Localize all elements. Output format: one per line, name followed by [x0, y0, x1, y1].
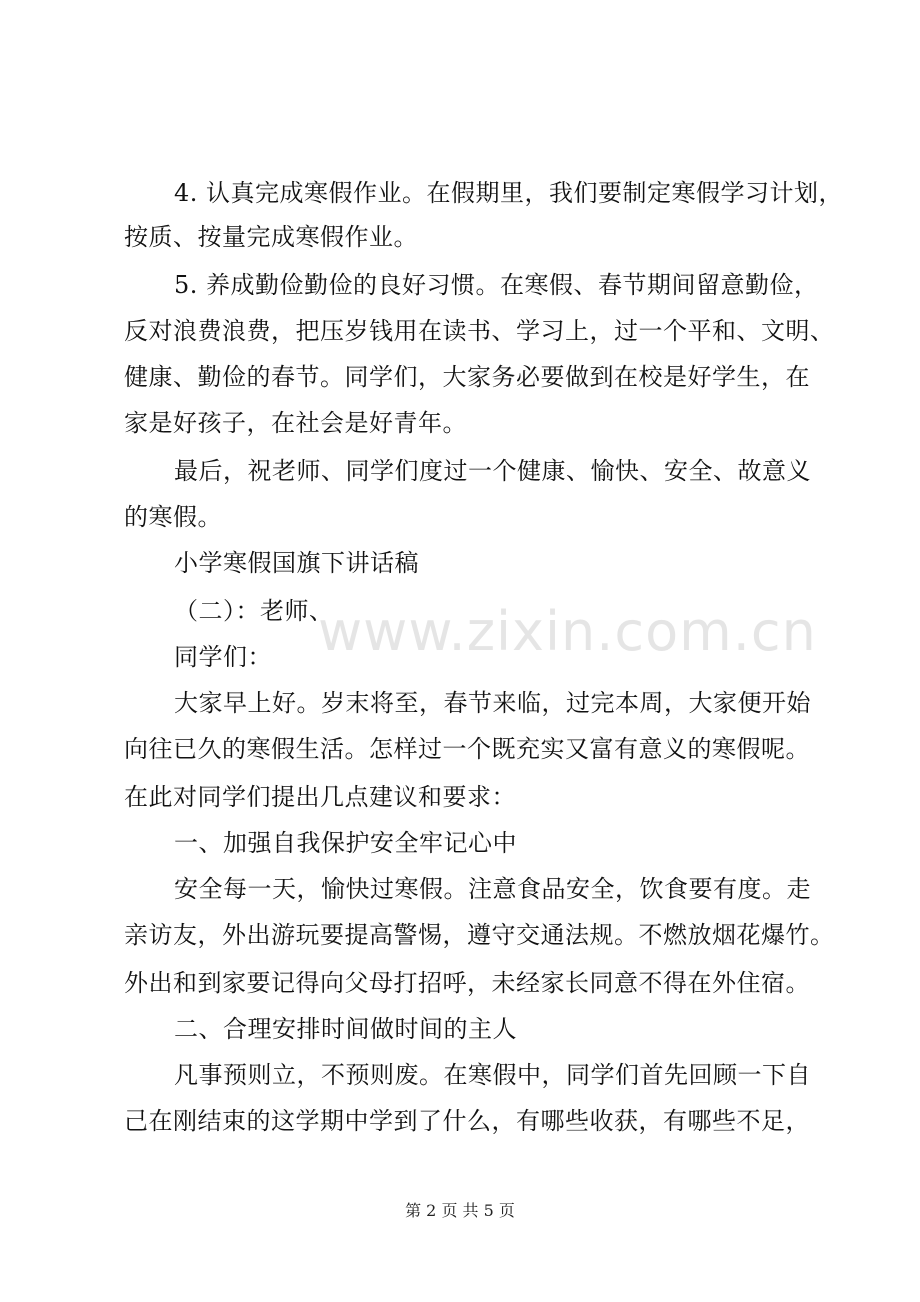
paragraph-line: 在此对同学们提出几点建议和要求：: [124, 783, 516, 811]
paragraph-line: 最后，祝老师、同学们度过一个健康、愉快、安全、故意义: [174, 457, 811, 485]
section-heading: 二、合理安排时间做时间的主人: [174, 1015, 517, 1043]
paragraph-line: 5. 养成勤俭勤俭的良好习惯。在寒假、春节期间留意勤俭，: [174, 271, 819, 299]
paragraph-line: 同学们：: [174, 643, 272, 671]
paragraph-line: （二）：老师、: [174, 597, 334, 625]
section-heading: 一、加强自我保护安全牢记心中: [174, 829, 517, 857]
paragraph-line: 家是好孩子，在社会是好青年。: [124, 409, 467, 437]
paragraph-line: 反对浪费浪费，把压岁钱用在读书、学习上，过一个平和、文明、: [124, 317, 835, 345]
paragraph-line: 的寒假。: [124, 503, 222, 531]
paragraph-line: 健康、勤俭的春节。同学们，大家务必要做到在校是好学生，在: [124, 363, 810, 391]
paragraph-line: 己在刚结束的这学期中学到了什么，有哪些收获，有哪些不足，: [124, 1107, 810, 1135]
paragraph-line: 按质、按量完成寒假作业。: [124, 223, 418, 251]
paragraph-line: 亲访友，外出游玩要提高警惕，遵守交通法规。不燃放烟花爆竹。: [124, 921, 835, 949]
paragraph-line: 向往已久的寒假生活。怎样过一个既充实又富有意义的寒假呢。: [124, 735, 810, 763]
page-footer: 第 2 页 共 5 页: [405, 1201, 515, 1220]
paragraph-line: 外出和到家要记得向父母打招呼，未经家长同意不得在外住宿。: [124, 969, 810, 997]
paragraph-line: 凡事预则立，不预则废。在寒假中，同学们首先回顾一下自: [174, 1061, 811, 1089]
watermark: www.zixin.com.cn: [318, 600, 817, 663]
paragraph-line: 大家早上好。岁末将至，春节来临，过完本周，大家便开始: [174, 689, 811, 717]
paragraph-line: 4. 认真完成寒假作业。在假期里，我们要制定寒假学习计划，: [174, 179, 844, 207]
section-title: 小学寒假国旗下讲话稿: [174, 549, 419, 577]
paragraph-line: 安全每一天，愉快过寒假。注意食品安全，饮食要有度。走: [174, 875, 811, 903]
